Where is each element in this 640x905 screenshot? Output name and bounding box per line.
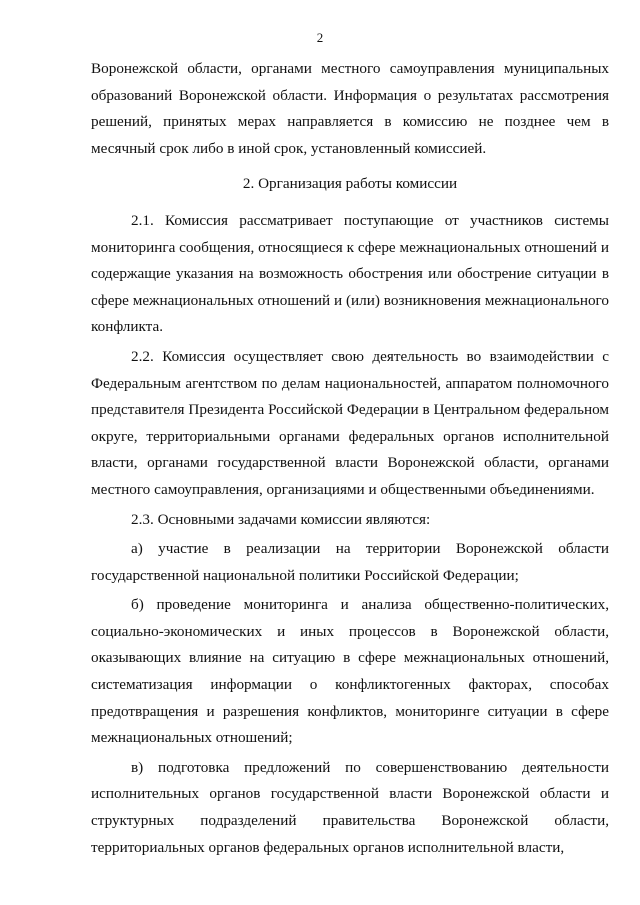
paragraph-2-3: 2.3. Основными задачами комиссии являются: — [131, 510, 431, 528]
paragraph-c: в) подготовка предложений по совершенствованию деятельности исполнительных органов государственной власти Воронежской области и структурных подразделений правительства Воронежской области, территориальных органов федеральных органов исполнительной власти, — [91, 758, 609, 856]
paragraph-continuation: Воронежской области, органами местного самоуправления муниципальных образований Воронежской области. Информация о результатах рассмотрения решений, принятых мерах направляется в комиссию не позднее чем в месячный срок либо в иной срок, установленный комиссией. — [91, 60, 609, 157]
paragraph-b: б) проведение мониторинга и анализа общественно-политических, социально-экономических и иных процессов в Воронежской области, оказывающих влияние на ситуацию в сфере межнациональных отношений, систематизация информации о конфликтогенных факторах, способах предотвращения и разрешения конфликтов, мониторинге ситуации в сфере межнациональных отношений; — [91, 596, 609, 747]
page-number: 2 — [316, 30, 324, 45]
section-heading: 2. Организация работы комиссии — [242, 175, 458, 193]
paragraph-a: а) участие в реализации на территории Воронежской области государственной национальной политики Российской Федерации; — [91, 540, 609, 584]
paragraph-2-2: 2.2. Комиссия осуществляет свою деятельность во взаимодействии с Федеральным агентством по делам национальностей, аппаратом полномочного представителя Президента Российской Федерации в Центральном федеральном округе, территориальными органами федеральных органов исполнительной власти, органами государственной власти Воронежской области, органами местного самоуправления, организациями и общественными объединениями. — [91, 347, 609, 498]
paragraph-2-1: 2.1. Комиссия рассматривает поступающие от участников системы мониторинга сообщения, относящиеся к сфере межнациональных отношений и содержащие указания на возможность обострения или обострение ситуации в сфере межнациональных отношений и (или) возникновения межнационального конфликта. — [91, 211, 609, 336]
document-body — [91, 56, 609, 861]
